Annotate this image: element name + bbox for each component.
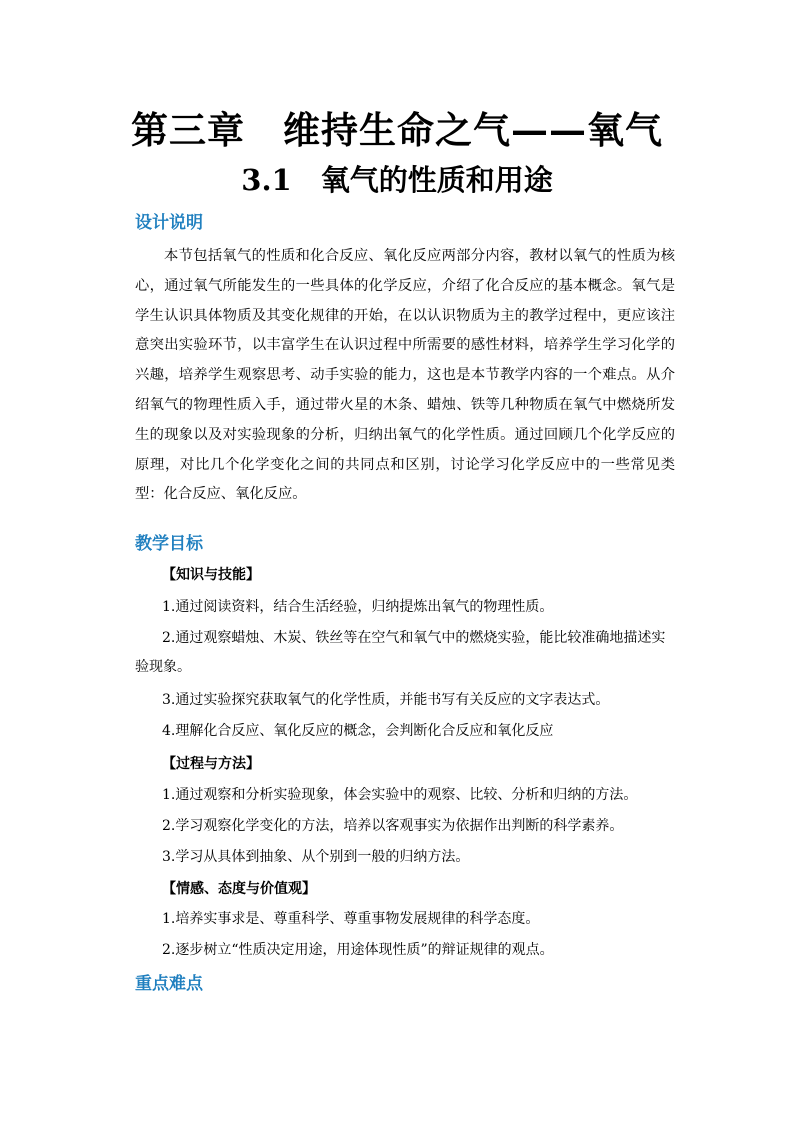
design-heading: 设计说明 [135, 213, 203, 233]
emotion-item-2: 2.逐步树立“性质决定用途，用途体现性质”的辩证规律的观点。 [162, 942, 554, 958]
chapter-title: 第三章 维持生命之气——氧气 [131, 108, 663, 152]
key-points-heading: 重点难点 [135, 974, 203, 994]
process-item-1: 1.通过观察和分析实验现象，体会实验中的观察、比较、分析和归纳的方法。 [162, 787, 638, 803]
emotion-values-label: 【情感、态度与价值观】 [162, 881, 316, 897]
section-title: 3.1 氧气的性质和用途 [241, 163, 553, 197]
process-item-3: 3.学习从具体到抽象、从个别到一般的归纳方法。 [162, 849, 470, 865]
knowledge-item-4: 4.理解化合反应、氧化反应的概念，会判断化合反应和氧化反应 [162, 723, 554, 739]
design-paragraph: 本节包括氧气的性质和化合反应、氧化反应两部分内容，教材以氧气的性质为核心，通过氧气所能发生的一些具体的化学反应，介绍了化合反应的基本概念。氧气是学生认识具体物质及其变化规律的开始，在以认识物质为主的教学过程中，更应该注意突出实验环节，以丰富学生在认识过程中所需要的感性材料，培养学生学习化学的兴趣，培养学生观察思考、动手实验的能力，这也是本节教学内容的一个难点。从介绍氧气的物理性质入手，通过带火星的木条、蜡烛、铁等几种物质在氧气中燃烧所发生的现象以及对实验现象的分析，归纳出氧气的化学性质。通过回顾几个化学反应的原理，对比几个化学变化之间的共同点和区别，讨论学习化学反应中的一些常见类型：化合反应、氧化反应。 [135, 248, 675, 503]
process-item-2: 2.学习观察化学变化的方法，培养以客观事实为依据作出判断的科学素养。 [162, 818, 624, 834]
process-methods-label: 【过程与方法】 [162, 756, 260, 772]
objectives-heading: 教学目标 [135, 534, 203, 554]
knowledge-item-1: 1.通过阅读资料，结合生活经验，归纳提炼出氧气的物理性质。 [162, 599, 554, 615]
emotion-item-1: 1.培养实事求是、尊重科学、尊重事物发展规律的科学态度。 [162, 911, 540, 927]
knowledge-item-2: 2.通过观察蜡烛、木炭、铁丝等在空气和氧气中的燃烧实验，能比较准确地描述实验现象。 [135, 630, 666, 675]
knowledge-skills-label: 【知识与技能】 [162, 567, 260, 583]
knowledge-item-3: 3.通过实验探究获取氧气的化学性质，并能书写有关反应的文字表达式。 [162, 692, 610, 708]
